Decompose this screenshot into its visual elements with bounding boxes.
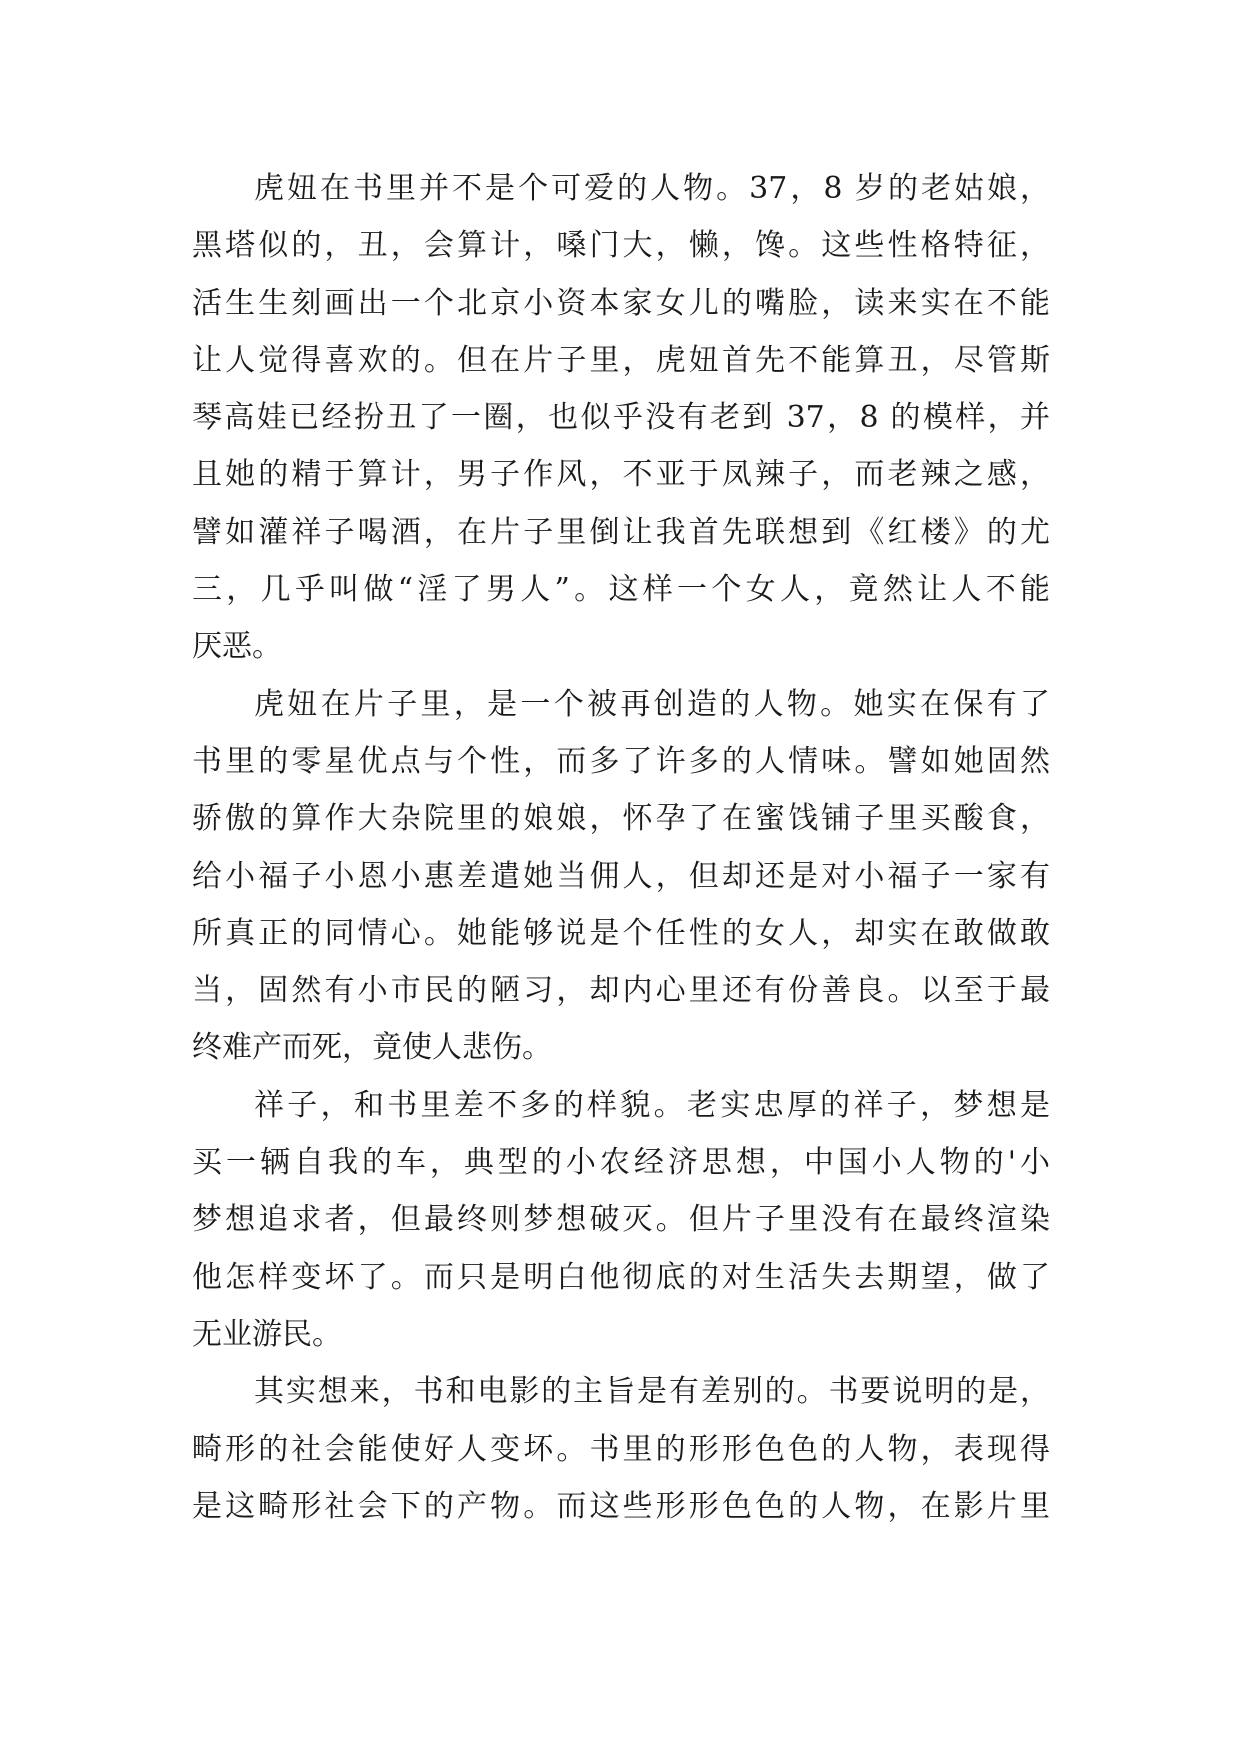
text-line: 所真正的同情心。她能够说是个任性的女人，却实在敢做敢 [192, 915, 1050, 951]
text-line: 终难产而死，竟使人悲伤。 [192, 1030, 552, 1066]
text-line: 厌恶。 [192, 629, 282, 665]
text-line: 祥子，和书里差不多的样貌。老实忠厚的祥子，梦想是 [254, 1087, 1050, 1123]
text-line: 畸形的社会能使好人变坏。书里的形形色色的人物，表现得 [192, 1431, 1050, 1467]
text-line: 琴高娃已经扮丑了一圈，也似乎没有老到 37，8 的模样，并 [192, 400, 1050, 436]
text-line: 他怎样变坏了。而只是明白他彻底的对生活失去期望，做了 [192, 1259, 1050, 1295]
text-line: 虎妞在片子里，是一个被再创造的人物。她实在保有了 [254, 686, 1050, 722]
text-line: 黑塔似的，丑，会算计，嗓门大，懒，馋。这些性格特征， [192, 228, 1050, 264]
paragraph [192, 160, 1050, 676]
text-line: 虎妞在书里并不是个可爱的人物。37，8 岁的老姑娘， [254, 171, 1050, 206]
body-text [192, 160, 1050, 1535]
text-line: 骄傲的算作大杂院里的娘娘，怀孕了在蜜饯铺子里买酸食， [192, 801, 1050, 837]
text-line: 梦想追求者，但最终则梦想破灭。但片子里没有在最终渲染 [192, 1202, 1050, 1238]
paragraph [192, 676, 1050, 1077]
paragraph [192, 1077, 1050, 1363]
text-line: 书里的零星优点与个性，而多了许多的人情味。譬如她固然 [192, 743, 1050, 779]
text-line: 给小福子小恩小惠差遣她当佣人，但却还是对小福子一家有 [192, 858, 1050, 894]
paragraph [192, 1363, 1050, 1535]
text-line: 是这畸形社会下的产物。而这些形形色色的人物，在影片里 [192, 1488, 1050, 1524]
text-line: 无业游民。 [192, 1316, 342, 1352]
text-line: 活生生刻画出一个北京小资本家女儿的嘴脸，读来实在不能 [192, 285, 1050, 321]
text-line: 其实想来，书和电影的主旨是有差别的。书要说明的是， [254, 1374, 1050, 1410]
text-line: 当，固然有小市民的陋习，却内心里还有份善良。以至于最 [192, 973, 1050, 1009]
text-line: 买一辆自我的车，典型的小农经济思想，中国小人物的'小 [192, 1145, 1050, 1181]
text-line: 让人觉得喜欢的。但在片子里，虎妞首先不能算丑，尽管斯 [192, 342, 1050, 378]
text-line: 譬如灌祥子喝酒，在片子里倒让我首先联想到《红楼》的尤 [192, 514, 1050, 550]
text-line: 三，几乎叫做“淫了男人”。这样一个女人，竟然让人不能 [192, 572, 1050, 608]
text-line: 且她的精于算计，男子作风，不亚于凤辣子，而老辣之感， [192, 457, 1050, 493]
